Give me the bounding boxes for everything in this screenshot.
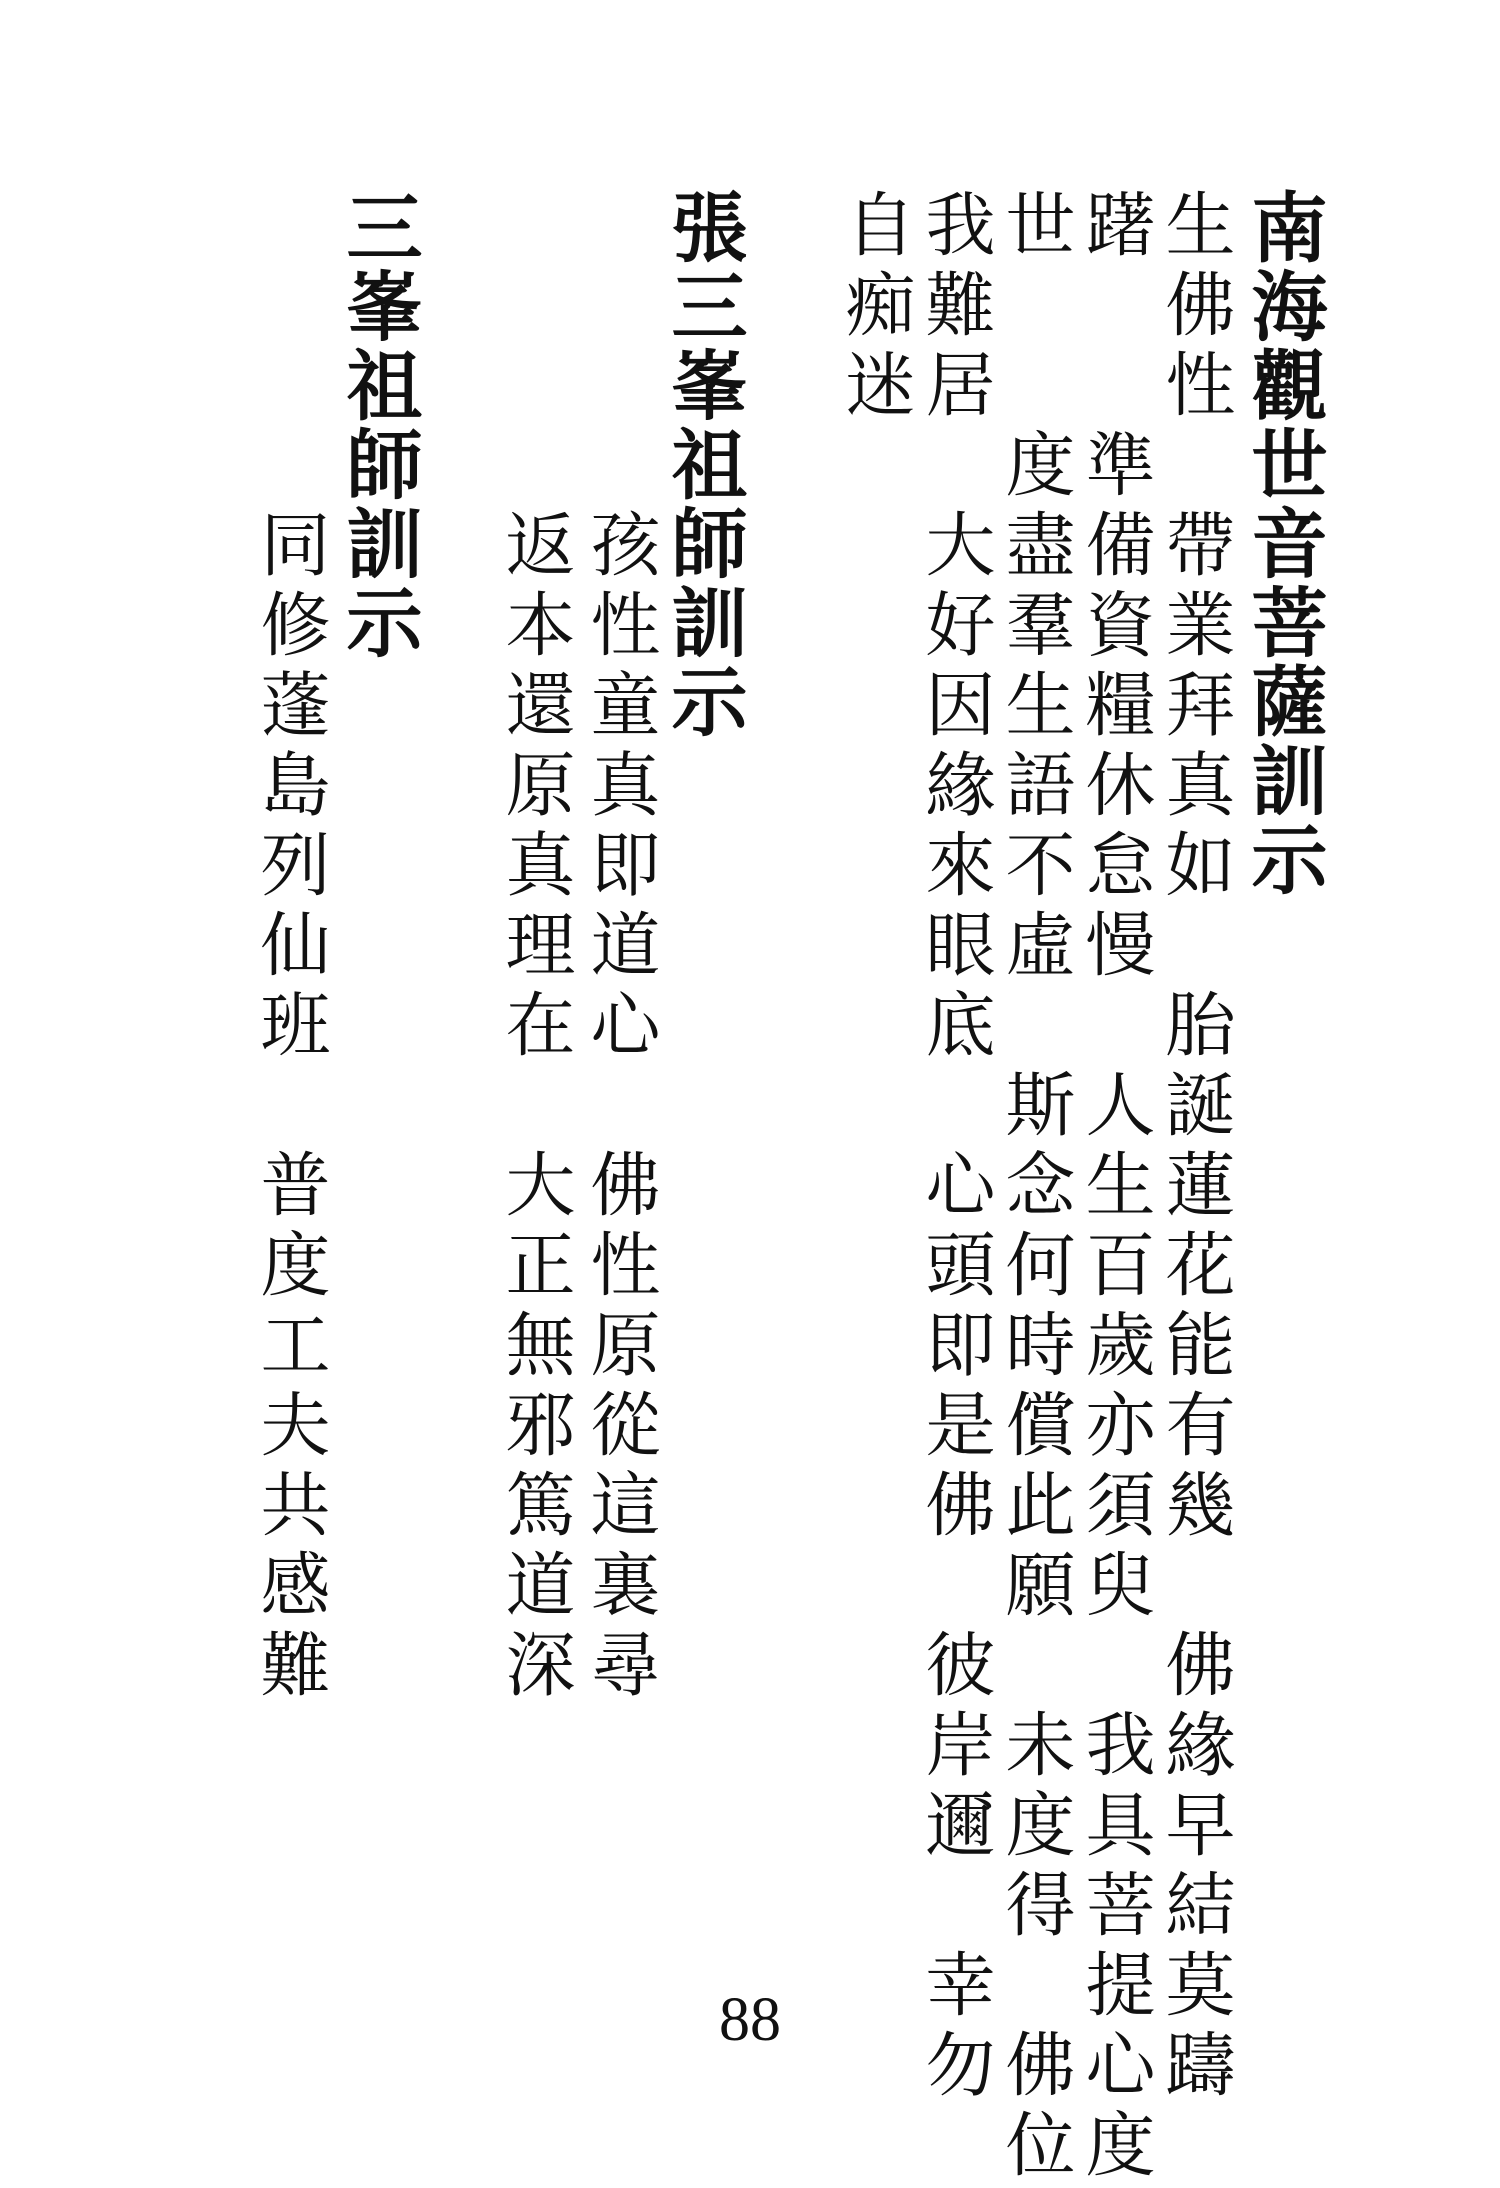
section-title-sanfeng: 三峯祖師訓示 [334, 188, 423, 662]
section-title-guanyin: 南海觀世音菩薩訓示 [1239, 188, 1328, 899]
section-title-zhang-sanfeng: 張三峯祖師訓示 [659, 188, 748, 741]
verse-line: 孩性童真即道心 佛性原從這裏尋 [579, 508, 661, 1708]
verse-line: 自痴迷 [834, 188, 916, 428]
verse-line: 同修蓬島列仙班 普度工夫共感難 [249, 508, 331, 1708]
verse-line: 我難居 大好因緣來眼底 心頭即是佛 彼岸邇 幸勿 [914, 188, 996, 2108]
verse-line: 返本還原真理在 大正無邪篤道深 [494, 508, 576, 1708]
page-number: 88 [719, 1986, 781, 2054]
verse-line: 世 度盡羣生語不虛 斯念何時償此願 未度得 佛位 [994, 188, 1076, 2188]
verse-line: 生佛性 帶業拜真如 胎誕蓮花能有幾 佛緣早結莫躊 [1154, 188, 1236, 2108]
verse-line: 躇 準備資糧休怠慢 人生百歲亦須臾 我具菩提心度 [1074, 188, 1156, 2188]
